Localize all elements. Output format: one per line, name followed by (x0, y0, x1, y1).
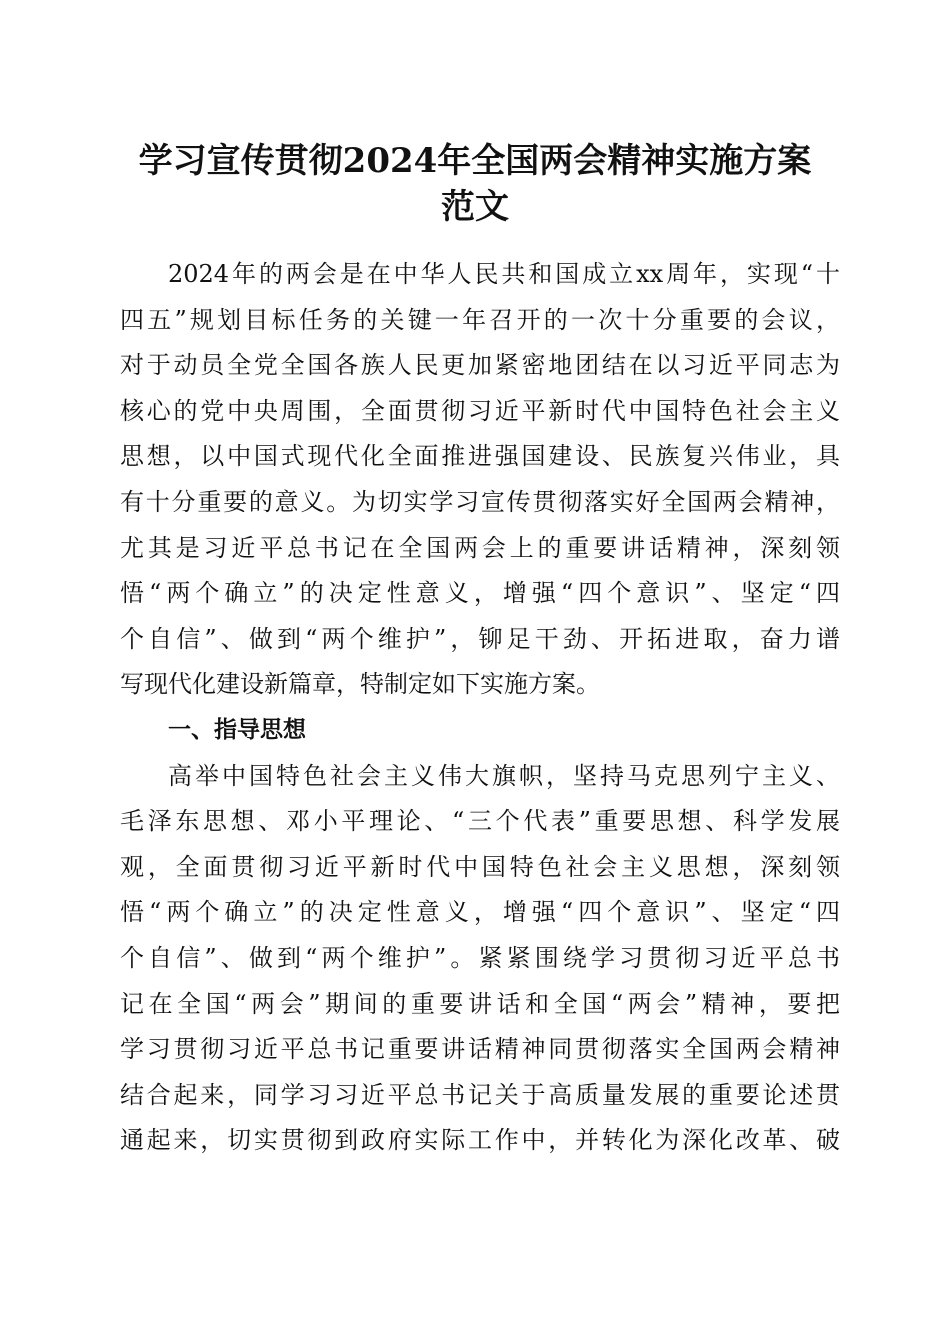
paragraph-line: 四五”规划目标任务的关键一年召开的一次十分重要的会议， (120, 305, 840, 334)
paragraph-line: 对于动员全党全国各族人民更加紧密地团结在以习近平同志为 (120, 351, 840, 380)
paragraph-line: 高举中国特色社会主义伟大旗帜，坚持马克思列宁主义、 (168, 761, 840, 790)
section-heading: 一、指导思想 (168, 716, 306, 743)
paragraph-line: 个自信”、做到“两个维护”，铆足干劲、开拓进取，奋力谱 (120, 624, 840, 653)
paragraph-line: 有十分重要的意义。为切实学习宣传贯彻落实好全国两会精神， (120, 487, 840, 516)
paragraph-line: 结合起来，同学习习近平总书记关于高质量发展的重要论述贯 (120, 1080, 840, 1109)
document-body (120, 252, 840, 1164)
paragraph-line: 个自信”、做到“两个维护”。紧紧围绕学习贯彻习近平总书 (120, 943, 840, 972)
paragraph-line: 毛泽东思想、邓小平理论、“三个代表”重要思想、科学发展 (120, 807, 840, 836)
paragraph-line: 写现代化建设新篇章，特制定如下实施方案。 (120, 670, 600, 699)
paragraph-line: 记在全国“两会”期间的重要讲话和全国“两会”精神，要把 (120, 989, 840, 1018)
paragraph-line: 悟“两个确立”的决定性意义，增强“四个意识”、坚定“四 (120, 898, 840, 927)
paragraph-line: 核心的党中央周围，全面贯彻习近平新时代中国特色社会主义 (120, 396, 840, 425)
document-title-line-1: 学习宣传贯彻2024年全国两会精神实施方案 (138, 141, 812, 181)
paragraph-line: 悟“两个确立”的决定性意义，增强“四个意识”、坚定“四 (120, 579, 840, 608)
paragraph-line: 2024年的两会是在中华人民共和国成立xx周年，实现“十 (168, 260, 840, 288)
paragraph-line: 思想，以中国式现代化全面推进强国建设、民族复兴伟业，具 (120, 442, 840, 471)
paragraph-line: 学习贯彻习近平总书记重要讲话精神同贯彻落实全国两会精神 (120, 1035, 840, 1064)
paragraph-line: 观，全面贯彻习近平新时代中国特色社会主义思想，深刻领 (120, 852, 840, 881)
paragraph-line: 尤其是习近平总书记在全国两会上的重要讲话精神，深刻领 (120, 533, 840, 562)
paragraph-line: 通起来，切实贯彻到政府实际工作中，并转化为深化改革、破 (120, 1126, 840, 1155)
document-title-line-2: 范文 (441, 187, 509, 227)
